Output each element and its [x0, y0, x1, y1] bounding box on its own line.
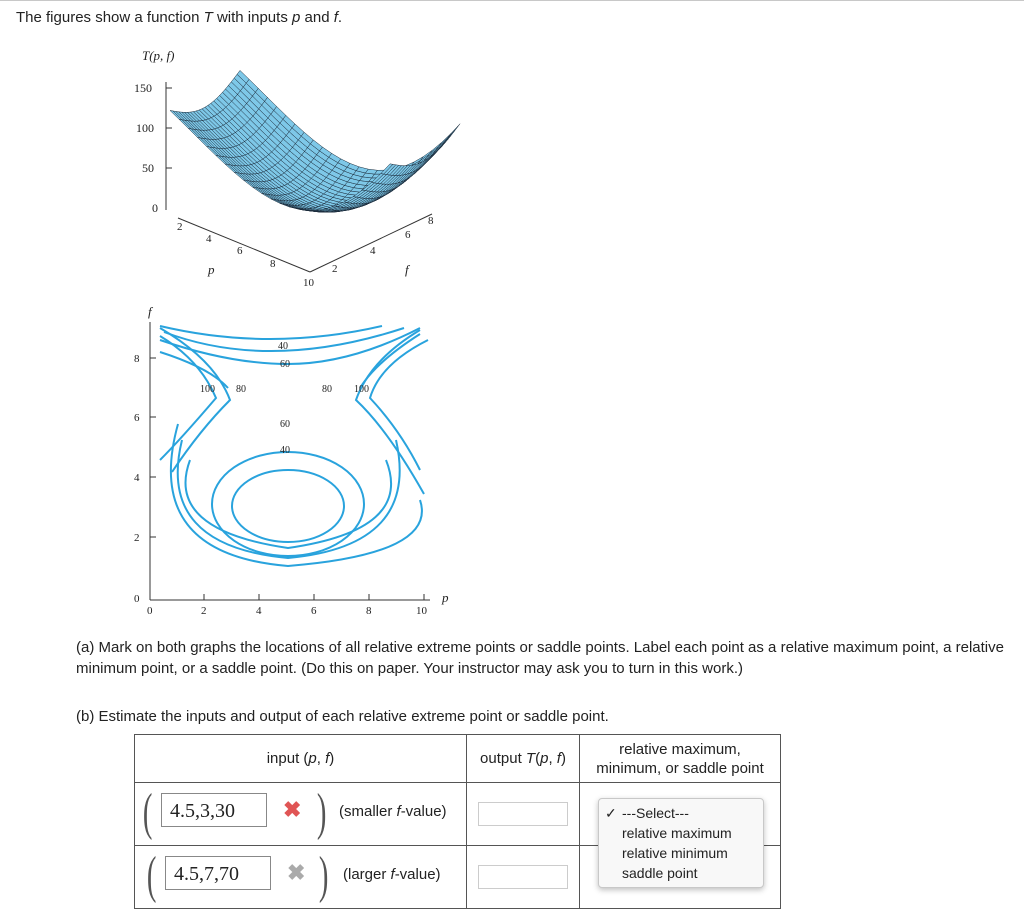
z-tick-0: 0: [152, 201, 158, 215]
row1-qualifier: (smaller f-value): [339, 803, 447, 820]
dropdown-option-relative-minimum[interactable]: relative minimum: [599, 843, 763, 863]
x-tick-8: 8: [366, 605, 372, 617]
contour-f-label: f: [148, 304, 154, 319]
contour-plot: [120, 300, 480, 620]
p-tick-10: 10: [303, 277, 315, 289]
contour-lines: [160, 326, 428, 566]
table-header-row: [135, 735, 781, 783]
classification-dropdown[interactable]: [598, 798, 764, 888]
row2-output-field[interactable]: [478, 865, 568, 889]
surface-mesh: [170, 70, 460, 212]
p-tick-8: 8: [270, 258, 276, 270]
top-border: [0, 0, 1024, 1]
x-tick-4: 4: [256, 605, 262, 617]
f-tick-4: 4: [370, 245, 376, 257]
row2-qualifier: (larger f-value): [343, 866, 441, 883]
row1-output-cell: [467, 783, 580, 846]
level-label-top-40: 40: [278, 341, 288, 352]
y-tick-6: 6: [134, 412, 140, 424]
right-paren: ): [319, 846, 329, 905]
f-tick-2: 2: [332, 263, 338, 275]
surface-p-label: p: [207, 262, 215, 277]
wrong-x-icon: ✖: [283, 797, 301, 823]
x-tick-0: 0: [147, 605, 153, 617]
y-tick-4: 4: [134, 472, 140, 484]
row1-output-field[interactable]: [478, 802, 568, 826]
row2-input-field[interactable]: 4.5,7,70: [165, 856, 271, 890]
y-tick-8: 8: [134, 353, 140, 365]
level-label-left-100: 100: [200, 384, 215, 395]
row1-input-field[interactable]: 4.5,3,30: [161, 793, 267, 827]
z-tick-150: 150: [134, 81, 152, 95]
level-label-right-100: 100: [354, 384, 369, 395]
dropdown-option-saddle-point[interactable]: saddle point: [599, 863, 763, 883]
dropdown-option-relative-maximum[interactable]: relative maximum: [599, 823, 763, 843]
intro-text: The figures show a function T with inputs p and f.: [16, 9, 342, 26]
p-tick-4: 4: [206, 233, 212, 245]
y-tick-2: 2: [134, 532, 140, 544]
header-output: output T(p, f): [467, 735, 580, 783]
part-a-instructions: (a) Mark on both graphs the locations of all relative extreme points or saddle points. Label each point as a relative maximum point, a relative minimum point, or a saddle point. (Do this on paper. Your instructor may ask you to turn in this work.): [76, 637, 1006, 679]
z-tick-100: 100: [136, 121, 154, 135]
y-tick-0: 0: [134, 593, 140, 605]
p-tick-6: 6: [237, 245, 243, 257]
contour-p-label: p: [441, 590, 449, 605]
surface-mesh-cell: [448, 124, 460, 138]
header-input: input (p, f): [135, 735, 467, 783]
x-tick-2: 2: [201, 605, 207, 617]
level-label-top-60: 60: [280, 359, 290, 370]
row2-input-cell: [135, 846, 467, 909]
level-label-mid-40: 40: [280, 445, 290, 456]
level-label-left-80: 80: [236, 384, 246, 395]
surface-z-label: T(p, f): [142, 48, 175, 63]
row1-input-cell: [135, 783, 467, 846]
row2-output-cell: [467, 846, 580, 909]
f-tick-8: 8: [428, 215, 434, 227]
x-tick-10: 10: [416, 605, 428, 617]
left-paren: (: [147, 846, 157, 905]
header-classification: relative maximum, minimum, or saddle point: [580, 735, 781, 783]
right-paren: ): [317, 783, 327, 842]
surface-mesh-cell: [439, 134, 451, 147]
dropdown-option-select[interactable]: ✓ ---Select---: [599, 803, 763, 823]
level-label-right-80: 80: [322, 384, 332, 395]
p-tick-2: 2: [177, 221, 183, 233]
check-icon: ✓: [605, 803, 617, 823]
f-tick-6: 6: [405, 229, 411, 241]
part-b-instructions: (b) Estimate the inputs and output of each relative extreme point or saddle point.: [76, 706, 1006, 727]
x-tick-6: 6: [311, 605, 317, 617]
left-paren: (: [143, 783, 153, 842]
surface-f-label: f: [405, 262, 411, 277]
surface-plot: [120, 42, 480, 292]
z-tick-50: 50: [142, 161, 154, 175]
inactive-x-icon: ✖: [287, 860, 305, 886]
level-label-mid-60: 60: [280, 419, 290, 430]
